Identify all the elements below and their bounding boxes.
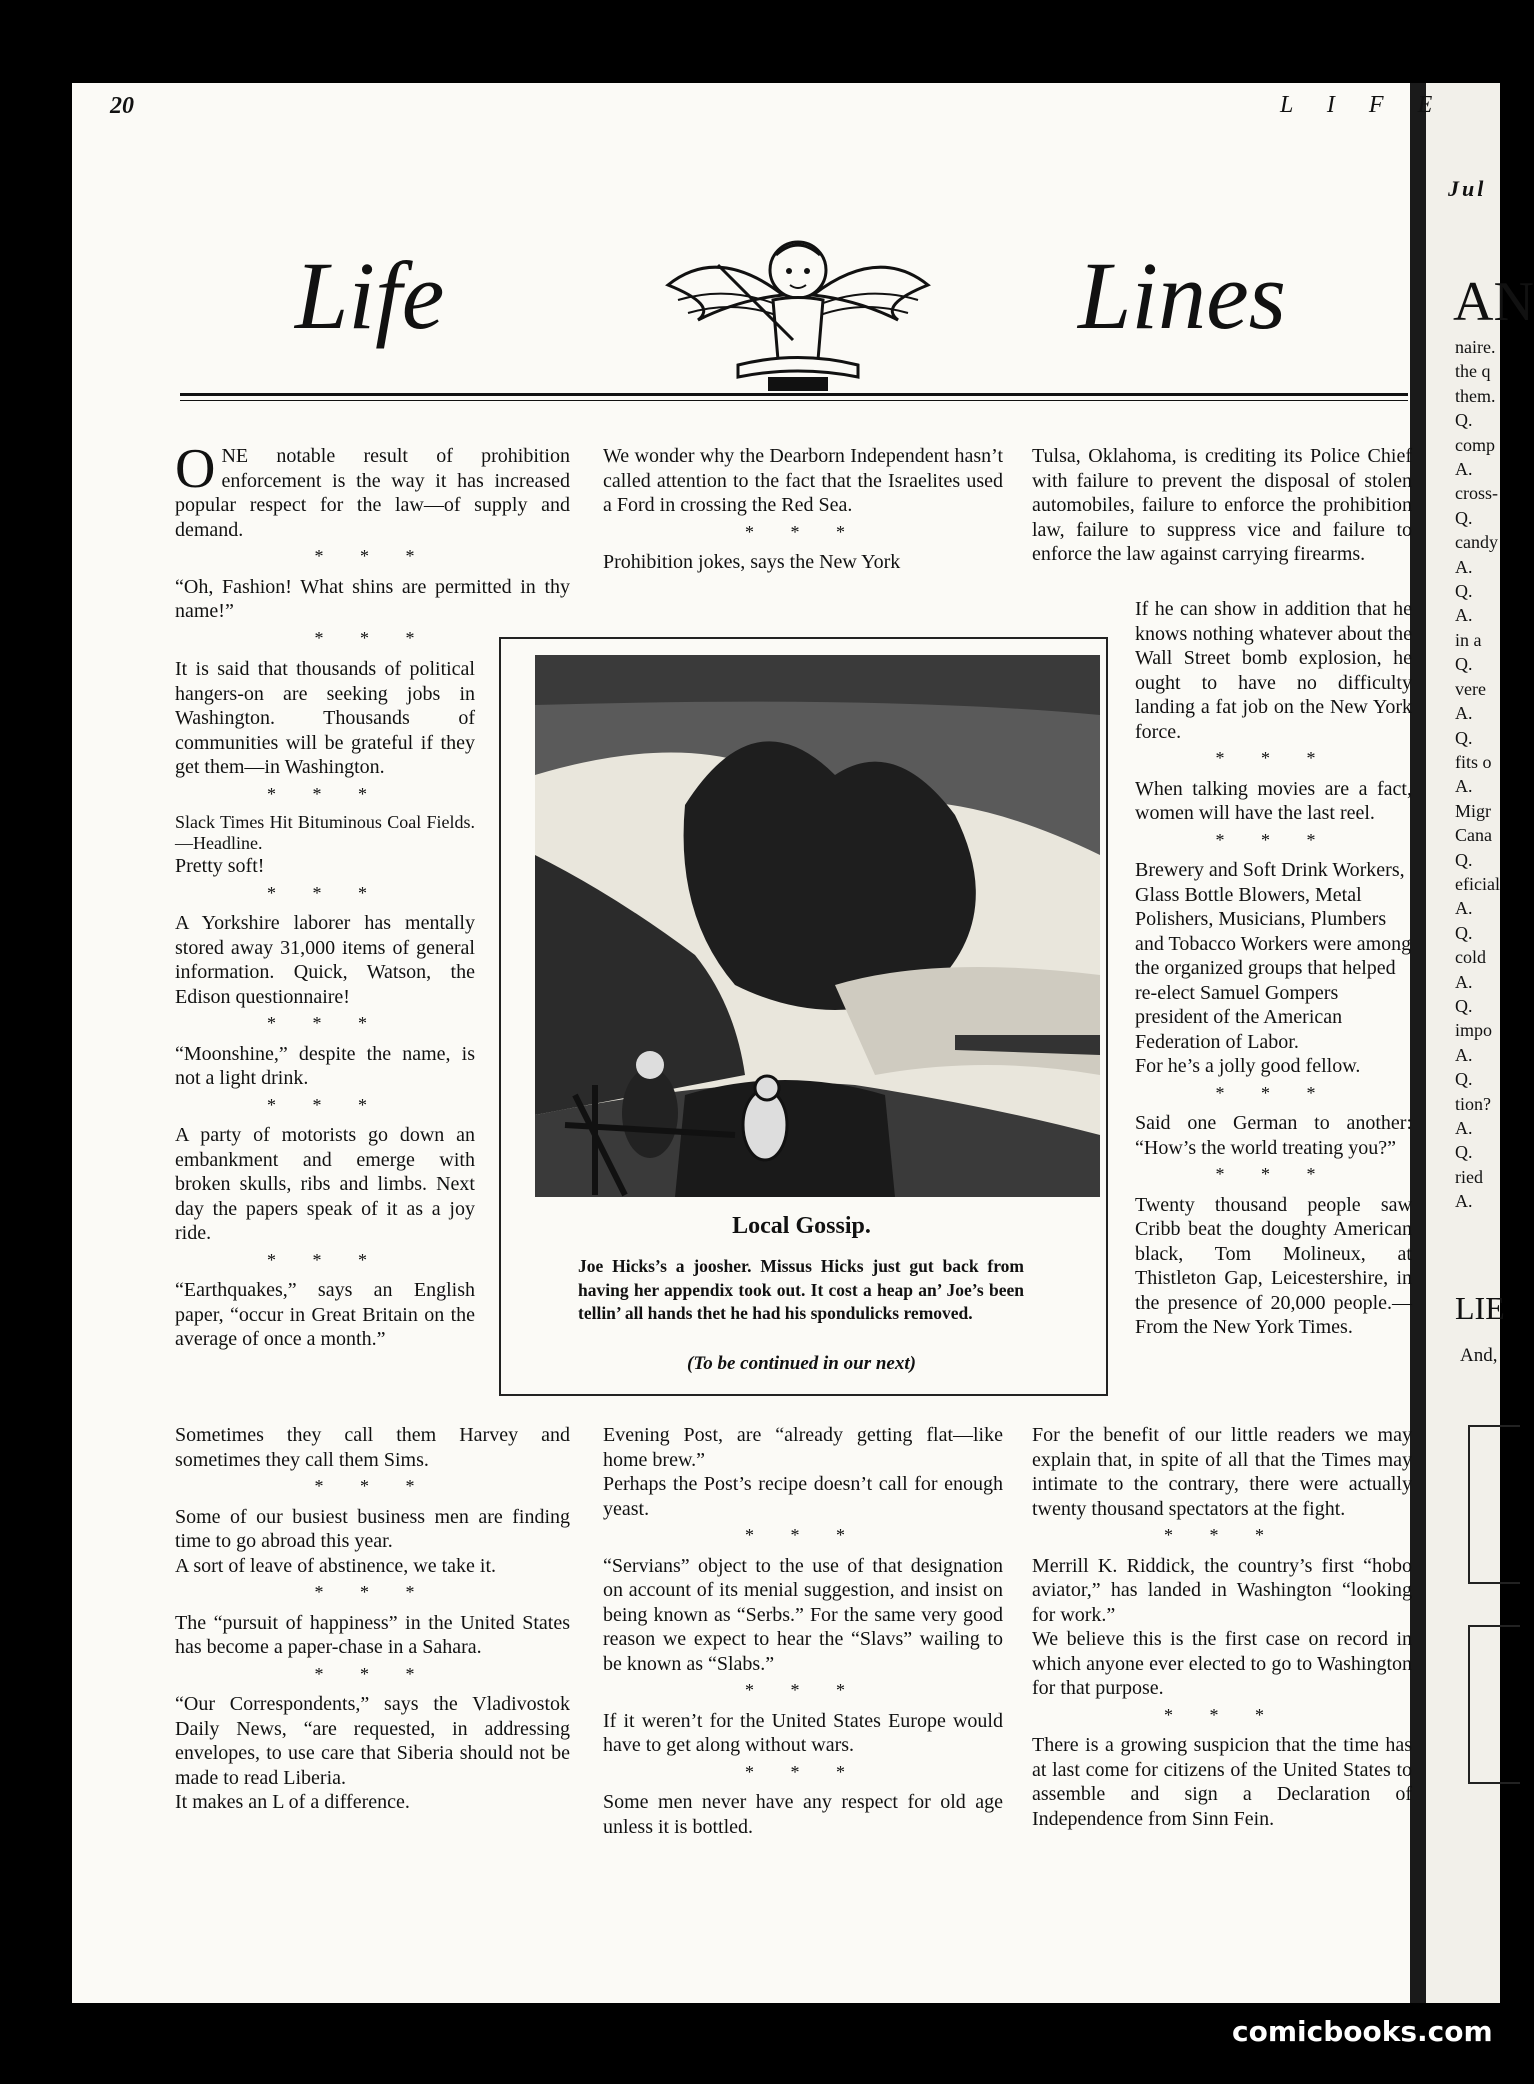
next-page-line: A. bbox=[1455, 971, 1473, 992]
column-3-top bbox=[1032, 444, 1412, 567]
title-life: Life bbox=[295, 242, 445, 349]
illustration-local-gossip bbox=[535, 655, 1100, 1197]
caption-title: Local Gossip. bbox=[732, 1213, 871, 1239]
item-sinn-fein: There is a growing suspicion that the time has at last come for citizens of the United States to assemble and sign a Declaration of Independence from Sinn Fein. bbox=[1032, 1734, 1412, 1830]
next-page-line: ried bbox=[1455, 1166, 1483, 1187]
separator: * * * bbox=[1215, 1164, 1332, 1184]
separator: * * * bbox=[1215, 1082, 1332, 1103]
next-page-line: Migr bbox=[1455, 800, 1491, 821]
item-wall-street: If he can show in addition that he knows nothing whatever about the Wall Street bomb explosion, he ought to have no difficulty landing a fat job on the New York force. bbox=[1135, 598, 1412, 743]
item-yeast: Perhaps the Post’s recipe doesn’t call for enough yeast. bbox=[603, 1473, 1003, 1520]
item-jolly-fellow: For he’s a jolly good fellow. bbox=[1135, 1055, 1361, 1077]
column-1-narrow bbox=[175, 657, 475, 1352]
next-page-line: A. bbox=[1455, 776, 1473, 797]
next-page-line: A. bbox=[1455, 556, 1473, 577]
separator: * * * bbox=[1164, 1525, 1280, 1545]
item-gompers: Brewery and Soft Drink Workers, Glass Bottle Blowers, Metal Polishers, Musicians, Plumbers and Tobacco Workers were among the organized groups that helped re-elect Samuel Gompers president of the American Federation of Labor. bbox=[1135, 859, 1412, 1053]
next-page-line: A. bbox=[1455, 898, 1473, 919]
next-page-line: cross- bbox=[1455, 483, 1498, 504]
next-page-line: A. bbox=[1455, 605, 1473, 626]
separator: * * * bbox=[1215, 829, 1332, 850]
item-vladivostok: “Our Correspondents,” says the Vladivostok Daily News, “are requested, in addressing envelopes, to use care that Siberia should not be made to read Liberia. bbox=[175, 1693, 570, 1789]
next-page-line: Q. bbox=[1455, 581, 1473, 602]
separator: * * * bbox=[1215, 748, 1332, 768]
item-moonshine: “Moonshine,” despite the name, is not a light drink. bbox=[175, 1042, 475, 1089]
item-prohibition-jokes: Prohibition jokes, says the New York bbox=[603, 551, 901, 573]
separator: * * * bbox=[267, 1013, 383, 1033]
next-page-line: naire. bbox=[1455, 337, 1496, 357]
separator: * * * bbox=[267, 1094, 383, 1115]
separator: * * * bbox=[314, 1476, 431, 1496]
item-old-age: Some men never have any respect for old age unless it is bottled. bbox=[603, 1791, 1003, 1838]
item-abstinence: A sort of leave of abstinence, we take it. bbox=[175, 1554, 496, 1577]
next-page-lower-cap: LIE bbox=[1455, 1290, 1505, 1326]
next-page-line: candy bbox=[1455, 532, 1498, 553]
page-gutter bbox=[1410, 83, 1426, 2003]
separator: * * * bbox=[267, 882, 383, 903]
watermark-footer: comicbooks.com bbox=[1232, 2015, 1493, 2048]
column-3-narrow bbox=[1135, 597, 1412, 1340]
next-page-line: in a bbox=[1455, 629, 1482, 650]
item-harvey-sims: Sometimes they call them Harvey and sometimes they call them Sims. bbox=[175, 1424, 570, 1471]
next-page-line: A. bbox=[1455, 1118, 1473, 1138]
item-yorkshire: A Yorkshire laborer has mentally stored away 31,000 items of general information. Quick, Watson, the Edison questionnaire! bbox=[175, 912, 475, 1008]
item-servians: “Servians” object to the use of that designation on account of its menial suggestion, and insist on being known as “Serbs.” For the same very good reason we expect to hear the “Slavs” wailing to be known as “Slabs.” bbox=[603, 1554, 1003, 1675]
next-page-line: impo bbox=[1455, 1020, 1493, 1041]
separator: * * * bbox=[745, 521, 861, 542]
separator: * * * bbox=[745, 1761, 861, 1782]
item-talking-movies: When talking movies are a fact, women will have the last reel. bbox=[1135, 777, 1412, 824]
item-tulsa: Tulsa, Oklahoma, is crediting its Police Chief with failure to prevent the disposal of stolen automobiles, failure to enforce the prohibition law, failure to suppress vice and failure to enforce the law against carrying firearms. bbox=[1032, 445, 1412, 565]
item-happiness: The “pursuit of happiness” in the United States has become a paper-chase in a Sahara. bbox=[175, 1611, 570, 1658]
next-page-running-head: Jul bbox=[1448, 176, 1487, 201]
next-page-line: Q. bbox=[1455, 995, 1473, 1016]
next-page-line: Cana bbox=[1455, 825, 1492, 846]
item-dearborn: We wonder why the Dearborn Independent hasn’t called attention to the fact that the Israelites used a Ford in crossing the Red Sea. bbox=[603, 445, 1003, 516]
separator: * * * bbox=[745, 1525, 861, 1545]
separator: * * * bbox=[267, 1249, 383, 1270]
cherub-emblem bbox=[658, 225, 938, 405]
next-page-box bbox=[1468, 1425, 1520, 1584]
item-headline: Slack Times Hit Bituminous Coal Fields.—Headline. bbox=[175, 812, 475, 853]
next-page-line: cold bbox=[1455, 947, 1486, 968]
separator: * * * bbox=[314, 546, 431, 566]
item-fashion: “Oh, Fashion! What shins are permitted in thy name!” bbox=[175, 575, 570, 622]
item-riddick: Merrill K. Riddick, the country’s first “hobo aviator,” has landed in Washington “looking for work.” bbox=[1032, 1554, 1412, 1626]
next-page-line: Q. bbox=[1455, 1142, 1473, 1163]
page-number: 20 bbox=[110, 93, 134, 119]
caption-text: Joe Hicks’s a joosher. Missus Hicks just gut back from having her appendix took out. It cost a heap an’ Joe’s been tellin’ all hands thet he had his spondulicks removed. bbox=[578, 1256, 1024, 1323]
next-page-line: A. bbox=[1455, 1191, 1473, 1212]
next-page-line: vere bbox=[1455, 678, 1486, 699]
title-lines: Lines bbox=[1078, 242, 1287, 349]
next-page-line: the q bbox=[1455, 361, 1491, 382]
separator: * * * bbox=[314, 627, 431, 648]
item-pretty-soft: Pretty soft! bbox=[175, 855, 265, 877]
item-prohibition: NE notable result of prohibition enforcement is the way it has increased popular respect for the law—of supply and demand. bbox=[175, 445, 570, 541]
next-page-line: Q. bbox=[1455, 849, 1473, 870]
item-motorists: A party of motorists go down an embankment and emerge with broken skulls, ribs and limbs. Next day the papers speak of it as a joy ride. bbox=[175, 1124, 475, 1244]
next-page-line: A. bbox=[1455, 459, 1473, 480]
next-page-line: Q. bbox=[1455, 727, 1473, 748]
next-page-line: eficial bbox=[1455, 873, 1500, 894]
item-europe-wars: If it weren’t for the United States Europe would have to get along without wars. bbox=[603, 1709, 1003, 1756]
drop-cap: O bbox=[175, 438, 216, 500]
separator: * * * bbox=[314, 1582, 431, 1602]
item-business-men: Some of our busiest business men are finding time to go abroad this year. bbox=[175, 1505, 570, 1552]
column-2-bottom bbox=[603, 1423, 1003, 1839]
next-page-line: Q. bbox=[1455, 922, 1473, 943]
next-page-line: Q. bbox=[1455, 654, 1473, 675]
item-cribb: Twenty thousand people saw Cribb beat the doughty American black, Tom Molineux, at Thistleton Gap, Leicestershire, in the presence of 20,000 people.—From the New York Times. bbox=[1135, 1193, 1412, 1338]
next-page-box-2 bbox=[1468, 1625, 1520, 1784]
separator: * * * bbox=[1164, 1704, 1280, 1725]
next-page-lines bbox=[1455, 335, 1515, 1214]
column-2-top bbox=[603, 444, 1003, 575]
item-german: Said one German to another: “How’s the world treating you?” bbox=[1135, 1112, 1412, 1159]
next-page-line: Q. bbox=[1455, 507, 1473, 528]
caption-continued: (To be continued in our next) bbox=[687, 1353, 916, 1374]
separator: * * * bbox=[314, 1663, 431, 1684]
separator: * * * bbox=[267, 783, 383, 804]
item-first-case: We believe this is the first case on record in which anyone ever elected to go to Washington for that purpose. bbox=[1032, 1628, 1412, 1699]
item-l-difference: It makes an L of a difference. bbox=[175, 1791, 410, 1813]
item-earthquakes: “Earthquakes,” says an English paper, “occur in Great Britain on the average of once a month.” bbox=[175, 1279, 475, 1350]
item-hangers-on: It is said that thousands of political hangers-on are seeking jobs in Washington. Thousands of communities will be grateful if they get them—in Washington. bbox=[175, 658, 475, 778]
item-evening-post: Evening Post, are “already getting flat—like home brew.” bbox=[603, 1424, 1003, 1471]
next-page-dropcap: AN bbox=[1453, 271, 1534, 333]
title-rule bbox=[180, 393, 1408, 396]
running-head: L I F E bbox=[1280, 92, 1447, 118]
landscape-drawing bbox=[535, 655, 1100, 1197]
title-rule-thin bbox=[180, 400, 1408, 401]
next-page-line: comp bbox=[1455, 434, 1495, 455]
next-page-line: tion? bbox=[1455, 1093, 1491, 1114]
next-page-line: A. bbox=[1455, 703, 1473, 724]
next-page-line: A. bbox=[1455, 1044, 1473, 1065]
item-little-readers: For the benefit of our little readers we may explain that, in spite of all that the Times may intimate to the contrary, there were actually twenty thousand spectators at the fight. bbox=[1032, 1424, 1412, 1520]
next-page-line: Q. bbox=[1455, 410, 1473, 431]
column-3-bottom bbox=[1032, 1423, 1412, 1831]
next-page-lower-text: And, bbox=[1460, 1345, 1498, 1366]
next-page-line: fits o bbox=[1455, 751, 1492, 772]
separator: * * * bbox=[745, 1680, 861, 1700]
next-page-line: them. bbox=[1455, 385, 1496, 406]
column-1-bottom bbox=[175, 1423, 570, 1815]
next-page-line: Q. bbox=[1455, 1069, 1473, 1090]
column-1-top bbox=[175, 438, 570, 656]
